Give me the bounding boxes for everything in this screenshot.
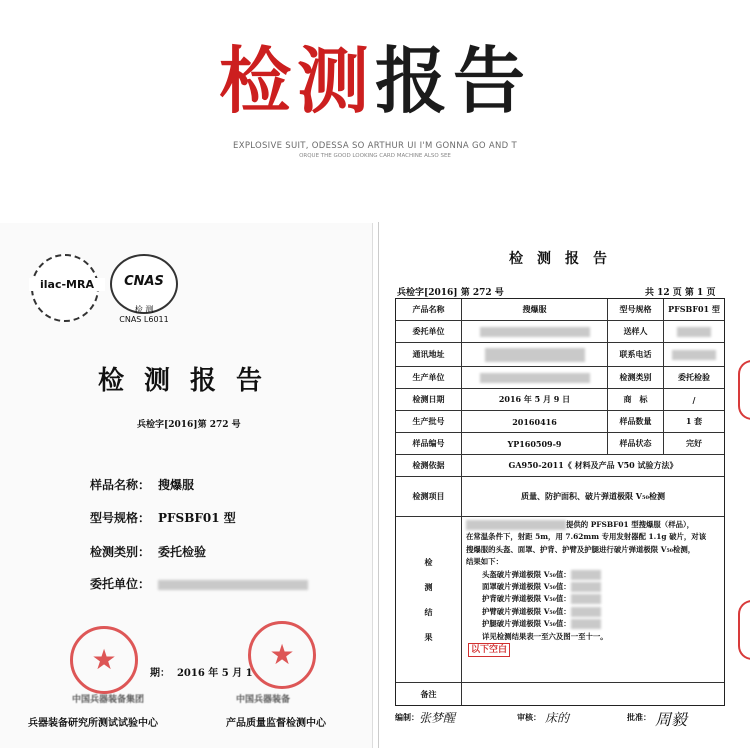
table-row-remark: 备注 [396, 683, 724, 705]
table-row: 通讯地址 联系电话 [396, 343, 724, 367]
org-stamp-text-right: 中国兵器装备 [236, 695, 291, 705]
table-row: 检测项目 质量、防护面积、破片弹道极限 V₅₀检测 [396, 477, 724, 517]
edge-seal-fragment [738, 360, 750, 420]
banner-title: 检测报告 [218, 39, 532, 123]
cover-report-number: 兵检字[2016]第 272 号 [137, 420, 241, 430]
cover-date: 期： 2016 年 5 月 1 [150, 668, 253, 679]
table-row: 产品名称 搜爆服 型号规格 PFSBF01 型 [396, 299, 724, 321]
redacted-value [672, 350, 716, 360]
redacted-value [480, 327, 590, 337]
banner-subtagline: ORQUE THE GOOD LOOKING CARD MACHINE ALSO SEE [299, 153, 451, 159]
blank-below-stamp: 以下空白 [468, 643, 510, 657]
red-seal-right: ★ [248, 621, 316, 689]
cnas-logo: CNAS [110, 254, 178, 314]
edge-seal-fragment [738, 600, 750, 660]
table-row: 生产单位 检测类别 委托检验 [396, 367, 724, 389]
table-row: 委托单位 送样人 [396, 321, 724, 343]
report-title: 检测报告 [509, 251, 621, 267]
page-count: 共 12 页 第 1 页 [645, 288, 716, 298]
cover-model: 型号规格： PFSBF01 型 [90, 511, 236, 525]
report-number: 兵检字[2016] 第 272 号 [397, 288, 504, 298]
redacted-value [480, 373, 590, 383]
report-table [395, 298, 725, 706]
editor-signature: 张梦醒 [419, 711, 456, 725]
cover-title: 检测报告 [97, 366, 282, 396]
ilac-mra-logo: ilac-MRA [31, 254, 99, 322]
red-seal-left: ★ [70, 626, 138, 694]
redacted-client [158, 580, 308, 590]
redacted-value [485, 348, 585, 362]
header-banner [0, 0, 750, 200]
table-row: 生产批号 20160416 样品数量 1 套 [396, 411, 724, 433]
approver-signature: 周毅 [655, 710, 688, 729]
cover-sample-name: 样品名称： 搜爆服 [90, 478, 195, 492]
table-row-conclusion: 检 测 结 果 提供的 PFSBF01 型搜爆服（样品）， 在常温条件下，射距 5m，用 7.62mm 专用发射器配 1.1g 破片，对该 搜爆服的头盔、面罩、护背、护臂及护腿进行破片弹道极限 V₅₀检测， 结果如下： 头盔破片弹道极限 V₅₀值： 面罩破片弹道极限 V₅₀值： 护背破片弹道极限 V₅₀值： 护臂破片弹道极限 V₅₀值： 护腿破片弹道极限 V₅₀值： 详见检测结果表一至六及图一至十一。 以下空白 [396, 517, 724, 683]
banner-tagline: EXPLOSIVE SUIT, ODESSA SO ARTHUR UI I'M GONNA GO AND T [233, 141, 517, 151]
cover-category: 检测类别： 委托检验 [90, 545, 207, 559]
org-stamp-text-left: 中国兵器装备集团 [72, 695, 145, 705]
report-first-page: 检测报告 兵检字[2016] 第 272 号 共 12 页 第 1 页 产品名称 搜爆服 型号规格 PFSBF01 型 委托单位 送样人 通讯地址 联系电话 生产单位 检测类别 委托检验 检测日期 2016 年 5 月 9 日 商 标 / 生产批号 20160416 样品数量 1 套 样品编号 YP160509-9 样品状态 完好 检测依据 GA950-2011《 材料及产品 V50 试验方法》 检测项目 质量、防护面积、破片弹道极限 V₅₀检测 检 测 结 果 提供的 PFSBF01 型搜爆服（样品）， 在常温条件下，射距 5m，用 7.62mm 专用发射器配 1.1g 破片，对该 搜爆服的头盔、面罩、护背、护臂及护腿进行破片弹道极限 V₅₀检测， 结果如下： 头盔破片弹道极限 V₅₀值： 面罩破片弹道极限 V₅₀值： 护背破片弹道极限 V₅₀值： 护臂破片弹道极限 V₅₀值： 护腿破片弹道极限 V₅₀值： 详见检测结果表一至六及图一至十一。 以下空白 备注 编制： 张梦醒 审核： 床的 批准： 周毅 [378, 222, 750, 748]
cnas-caption: 检 测 CNAS L6011 [119, 305, 169, 324]
reviewer-signature: 床的 [545, 711, 570, 725]
conclusion-text: 提供的 PFSBF01 型搜爆服（样品）， 在常温条件下，射距 5m，用 7.62mm 专用发射器配 1.1g 破片，对该 搜爆服的头盔、面罩、护背、护臂及护腿进行破片弹道极限 V₅₀检测， 结果如下： 头盔破片弹道极限 V₅₀值： 面罩破片弹道极限 V₅₀值： 护背破片弹道极限 V₅₀值： 护臂破片弹道极限 V₅₀值： 护腿破片弹道极限 V₅₀值： 详见检测结果表一至六及图一至十一。 以下空白 [466, 519, 722, 657]
redacted-value [677, 327, 711, 337]
redacted-value [466, 520, 566, 530]
table-row: 样品编号 YP160509-9 样品状态 完好 [396, 433, 724, 455]
report-cover-page [0, 223, 373, 748]
org-name-right: 产品质量监督检测中心 [226, 718, 326, 729]
table-row: 检测日期 2016 年 5 月 9 日 商 标 / [396, 389, 724, 411]
cover-client: 委托单位： [90, 575, 308, 592]
table-row: 检测依据 GA950-2011《 材料及产品 V50 试验方法》 [396, 455, 724, 477]
org-name-left: 兵器装备研究所测试试验中心 [28, 718, 158, 729]
